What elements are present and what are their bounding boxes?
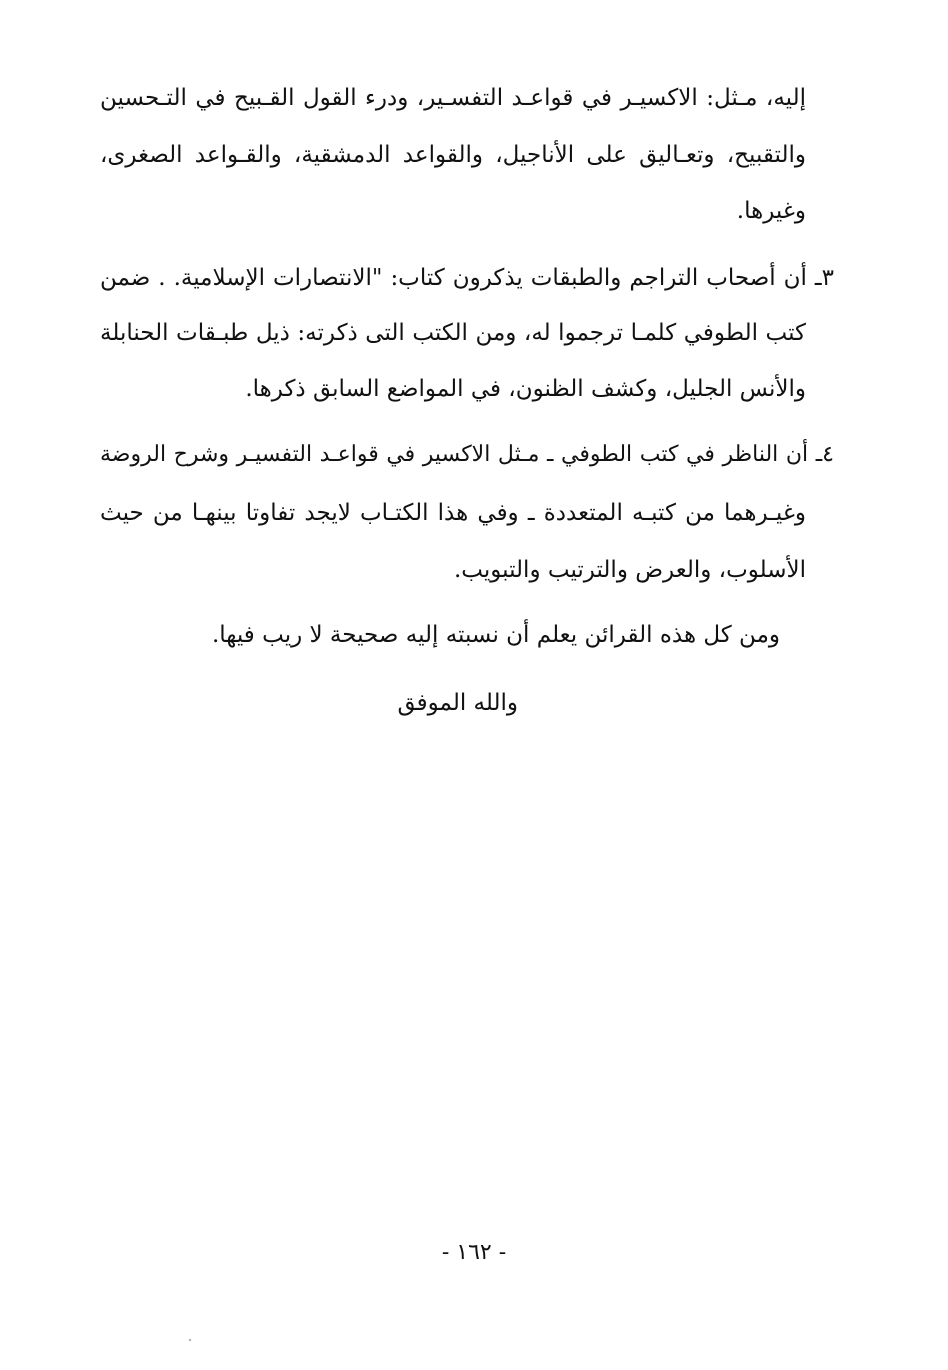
paragraph-3-line-3: الأسلوب، والعرض والترتيب والتبويب. — [453, 557, 806, 583]
paragraph-1-line-1: إليه، مـثل: الاكسيـر في قواعـد التفسـير، ودرء القول القـبيح في التـحسين — [100, 85, 806, 111]
paragraph-1-line-3: وغيرها. — [736, 198, 806, 224]
paragraph-3-line-2: وغيـرهما من كتبـه المتعددة ـ وفي هذا الكتـاب لايجد تفاوتا بينهـا من حيث — [100, 500, 806, 526]
closing-phrase: والله الموفق — [397, 690, 518, 716]
paragraph-2-line-3: والأنس الجليل، وكشف الظنون، في المواضع السابق ذكرها. — [245, 376, 806, 402]
paragraph-1-line-2: والتقبيح، وتعـاليق على الأناجيل، والقواعد الدمشقية، والقـواعد الصغرى، — [100, 142, 806, 168]
scan-speck — [189, 1339, 191, 1341]
paragraph-2-line-1: ٣ـ أن أصحاب التراجم والطبقات يذكرون كتاب: "الانتصارات الإسلامية. . ضمن — [100, 265, 834, 291]
conclusion-sentence: ومن كل هذه القرائن يعلم أن نسبته إليه صحيحة لا ريب فيها. — [211, 622, 780, 648]
page-number: - ١٦٢ - — [441, 1240, 507, 1265]
paragraph-2-line-2: كتب الطوفي كلمـا ترجموا له، ومن الكتب التى ذكرته: ذيل طبـقات الحنابلة — [100, 320, 806, 346]
paragraph-3-line-1: ٤ـ أن الناظر في كتب الطوفي ـ مـثل الاكسير في قواعـد التفسيـر وشرح الروضة — [100, 442, 834, 467]
